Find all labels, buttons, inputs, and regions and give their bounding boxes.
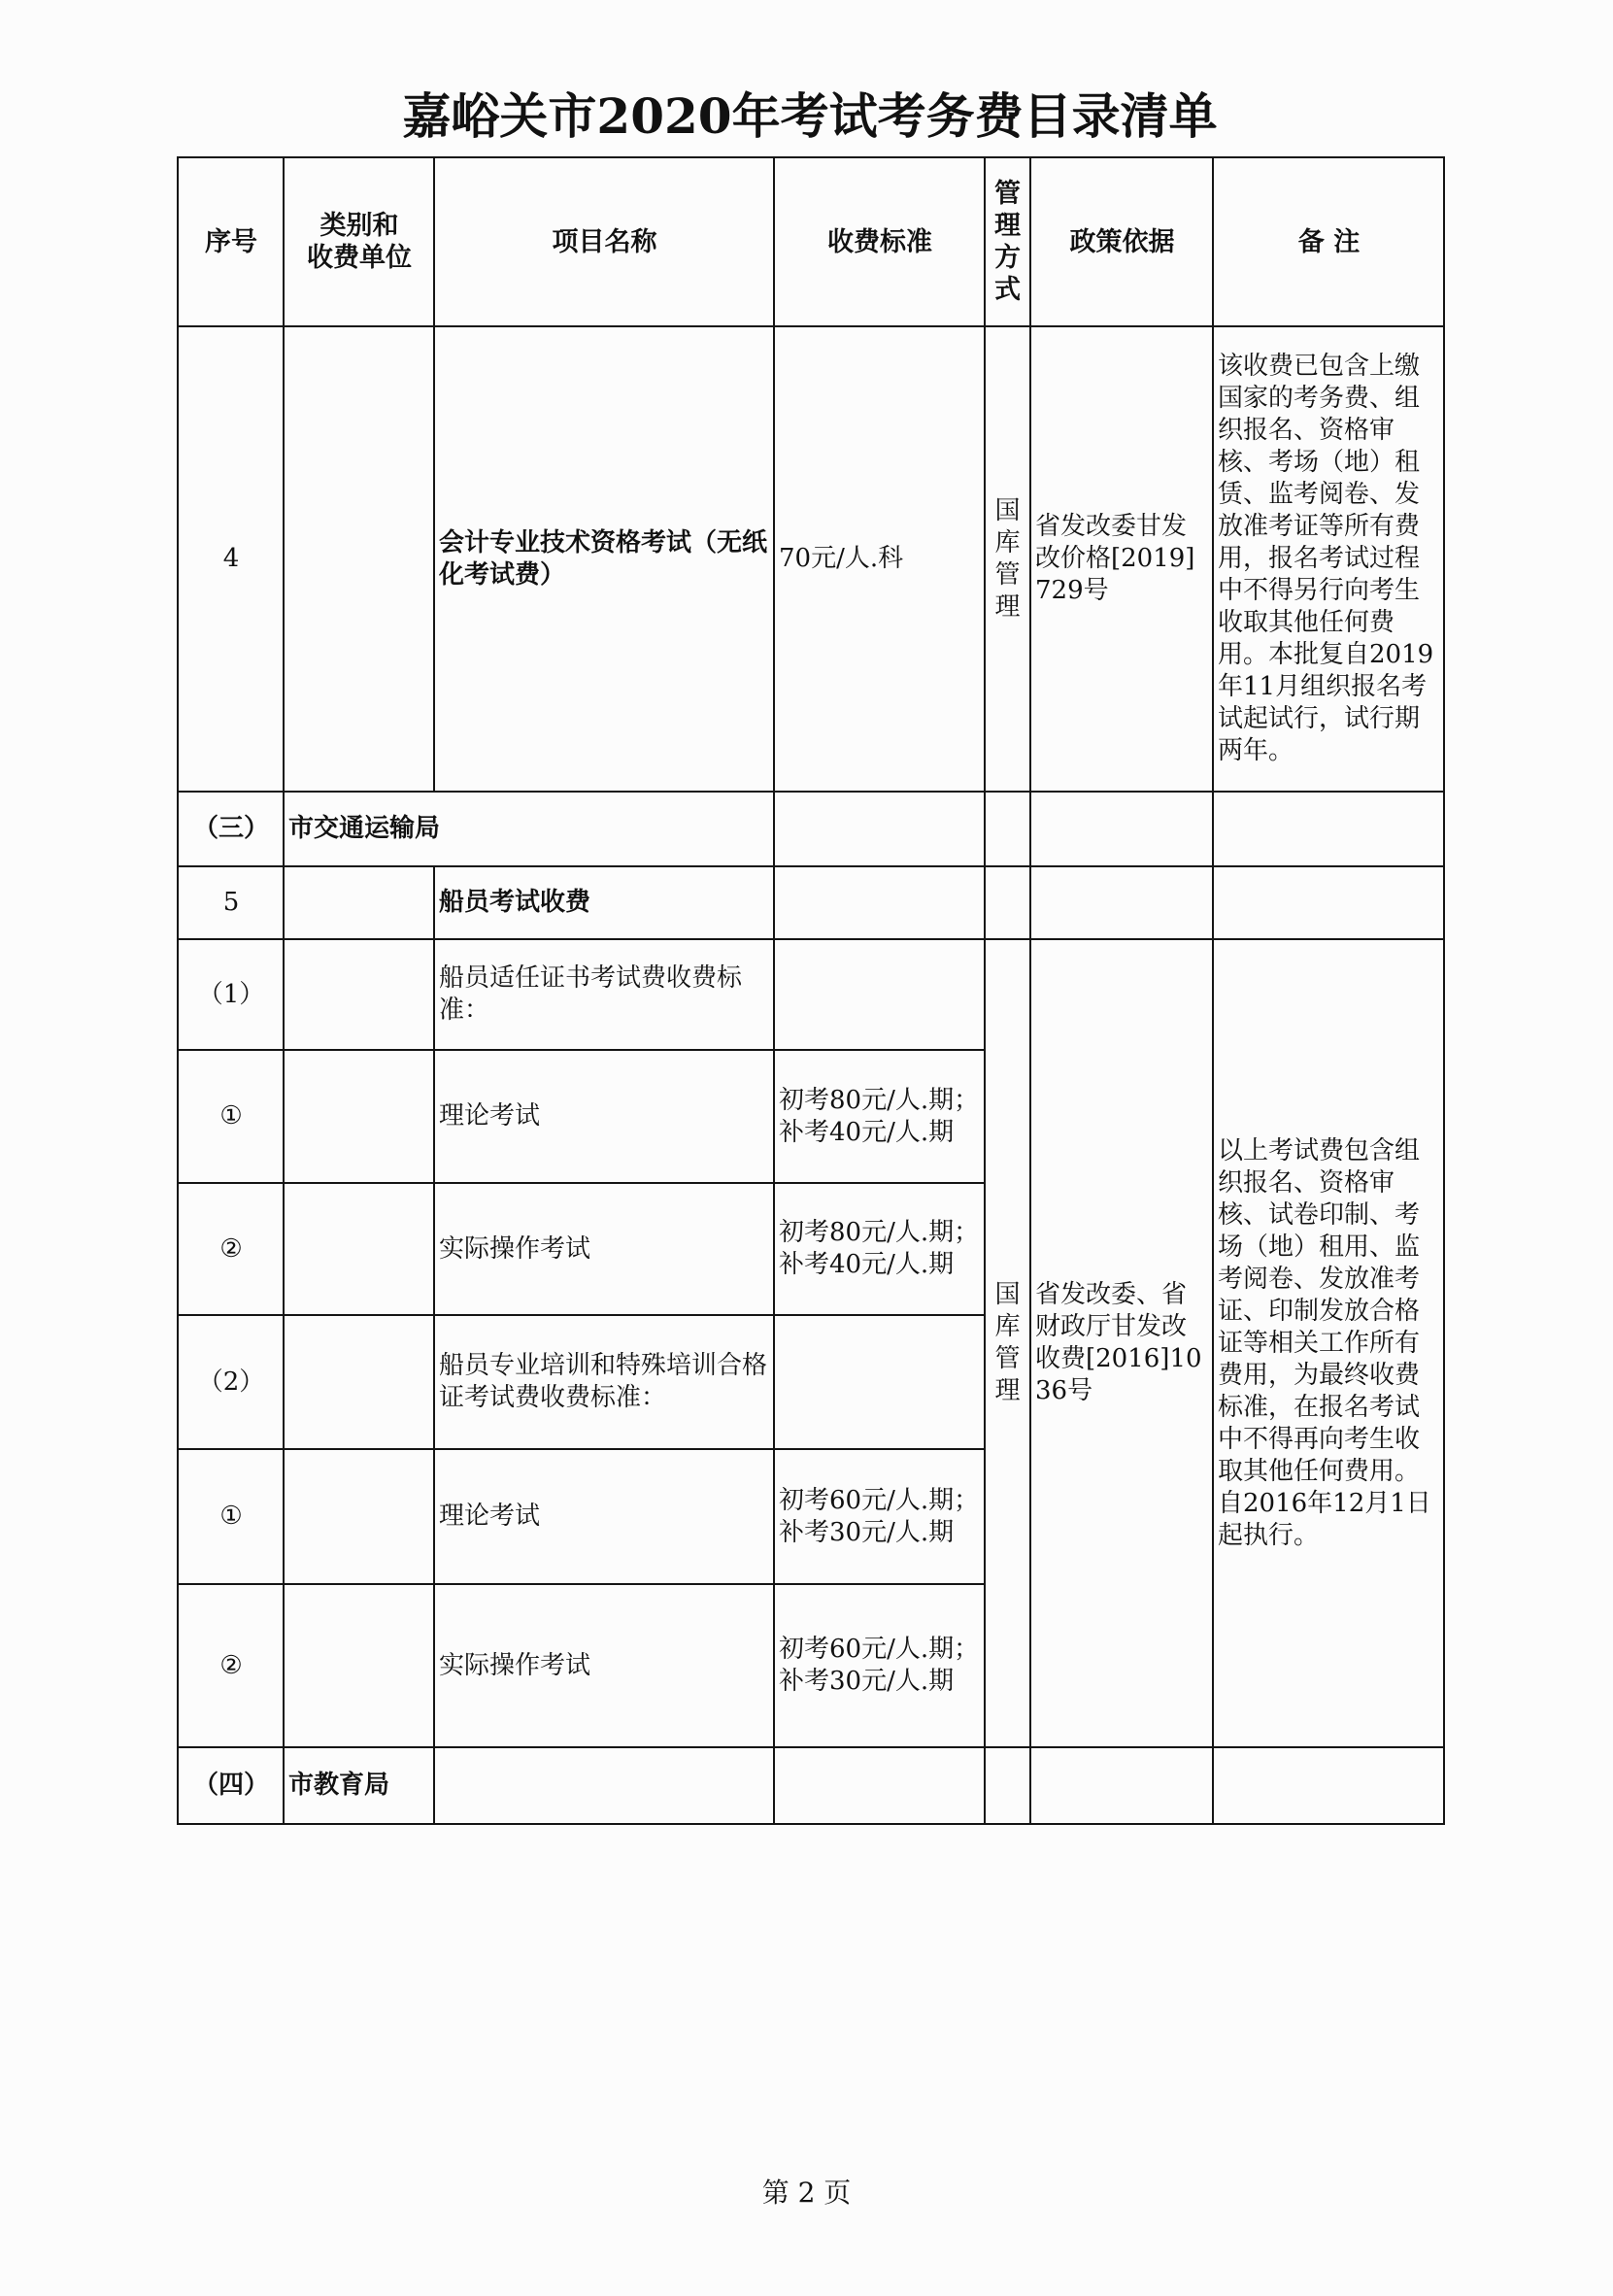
fee-cell [774, 939, 985, 1050]
fee-cell: 初考60元/人.期；补考30元/人.期 [774, 1449, 985, 1584]
header-unit: 类别和 收费单位 [284, 157, 434, 326]
unit-cell [284, 1183, 434, 1315]
mgmt-cell: 国库管理 [985, 326, 1030, 792]
policy-cell [1030, 792, 1213, 866]
fee-cell [774, 792, 985, 866]
section-row [178, 1747, 1444, 1824]
header-name: 项目名称 [434, 157, 774, 326]
policy-cell [1030, 866, 1213, 939]
item-name-cell: 实际操作考试 [434, 1584, 774, 1747]
header-seq: 序号 [178, 157, 284, 326]
item-name-cell: 实际操作考试 [434, 1183, 774, 1315]
unit-cell: 市教育局 [284, 1747, 434, 1824]
seq-cell: ② [178, 1584, 284, 1747]
mgmt-cell [985, 792, 1030, 866]
header-row [178, 157, 1444, 326]
note-cell [1213, 1747, 1444, 1824]
seq-cell: （2） [178, 1315, 284, 1449]
item-name-cell: 会计专业技术资格考试（无纸化考试费） [434, 326, 774, 792]
table-row [178, 326, 1444, 792]
fee-cell [774, 866, 985, 939]
unit-cell: 市交通运输局 [284, 792, 774, 866]
unit-cell [284, 1315, 434, 1449]
policy-cell: 省发改委、省财政厅甘发改收费[2016]1036号 [1030, 939, 1213, 1747]
mgmt-cell [985, 1747, 1030, 1824]
seq-cell: 5 [178, 866, 284, 939]
unit-cell [284, 1449, 434, 1584]
seq-cell: ① [178, 1449, 284, 1584]
fee-cell: 初考80元/人.期；补考40元/人.期 [774, 1050, 985, 1183]
note-cell: 该收费已包含上缴国家的考务费、组织报名、资格审核、考场（地）租赁、监考阅卷、发放准考证等所有费用，报名考试过程中不得另行向考生收取其他任何费用。本批复自2019年11月组织报名考试起试行，试行期两年。 [1213, 326, 1444, 792]
policy-cell [1030, 1747, 1213, 1824]
unit-cell [284, 939, 434, 1050]
page-number: 第 2 页 [761, 2177, 852, 2209]
seq-cell: （四） [178, 1747, 284, 1824]
header-policy: 政策依据 [1030, 157, 1213, 326]
seq-cell: 4 [178, 326, 284, 792]
fee-cell: 初考60元/人.期；补考30元/人.期 [774, 1584, 985, 1747]
note-cell: 以上考试费包含组织报名、资格审核、试卷印制、考场（地）租用、监考阅卷、发放准考证、印制发放合格证等相关工作所有费用，为最终收费标准，在报名考试中不得再向考生收取其他任何费用。自2016年12月1日起执行。 [1213, 939, 1444, 1747]
header-note: 备 注 [1213, 157, 1444, 326]
unit-cell [284, 1584, 434, 1747]
unit-cell [284, 1050, 434, 1183]
policy-cell: 省发改委甘发改价格[2019]729号 [1030, 326, 1213, 792]
unit-cell [284, 326, 434, 792]
fee-cell [774, 1747, 985, 1824]
fee-catalog-table [177, 156, 1445, 1825]
section-row [178, 792, 1444, 866]
item-name-cell: 理论考试 [434, 1050, 774, 1183]
header-fee: 收费标准 [774, 157, 985, 326]
table-row [178, 939, 1444, 1050]
note-cell [1213, 792, 1444, 866]
header-mgmt: 管理方式 [985, 157, 1030, 326]
note-cell [1213, 866, 1444, 939]
item-name-cell: 理论考试 [434, 1449, 774, 1584]
item-name-cell: 船员专业培训和特殊培训合格证考试费收费标准： [434, 1315, 774, 1449]
unit-cell [284, 866, 434, 939]
item-name-cell [434, 1747, 774, 1824]
seq-cell: （三） [178, 792, 284, 866]
fee-cell: 初考80元/人.期；补考40元/人.期 [774, 1183, 985, 1315]
mgmt-cell: 国库管理 [985, 939, 1030, 1747]
seq-cell: （1） [178, 939, 284, 1050]
fee-cell: 70元/人.科 [774, 326, 985, 792]
mgmt-cell [985, 866, 1030, 939]
table-row [178, 866, 1444, 939]
item-name-cell: 船员考试收费 [434, 866, 774, 939]
seq-cell: ① [178, 1050, 284, 1183]
fee-cell [774, 1315, 985, 1449]
item-name-cell: 船员适任证书考试费收费标准： [434, 939, 774, 1050]
seq-cell: ② [178, 1183, 284, 1315]
page-title: 嘉峪关市2020年考试考务费目录清单 [402, 87, 1218, 145]
